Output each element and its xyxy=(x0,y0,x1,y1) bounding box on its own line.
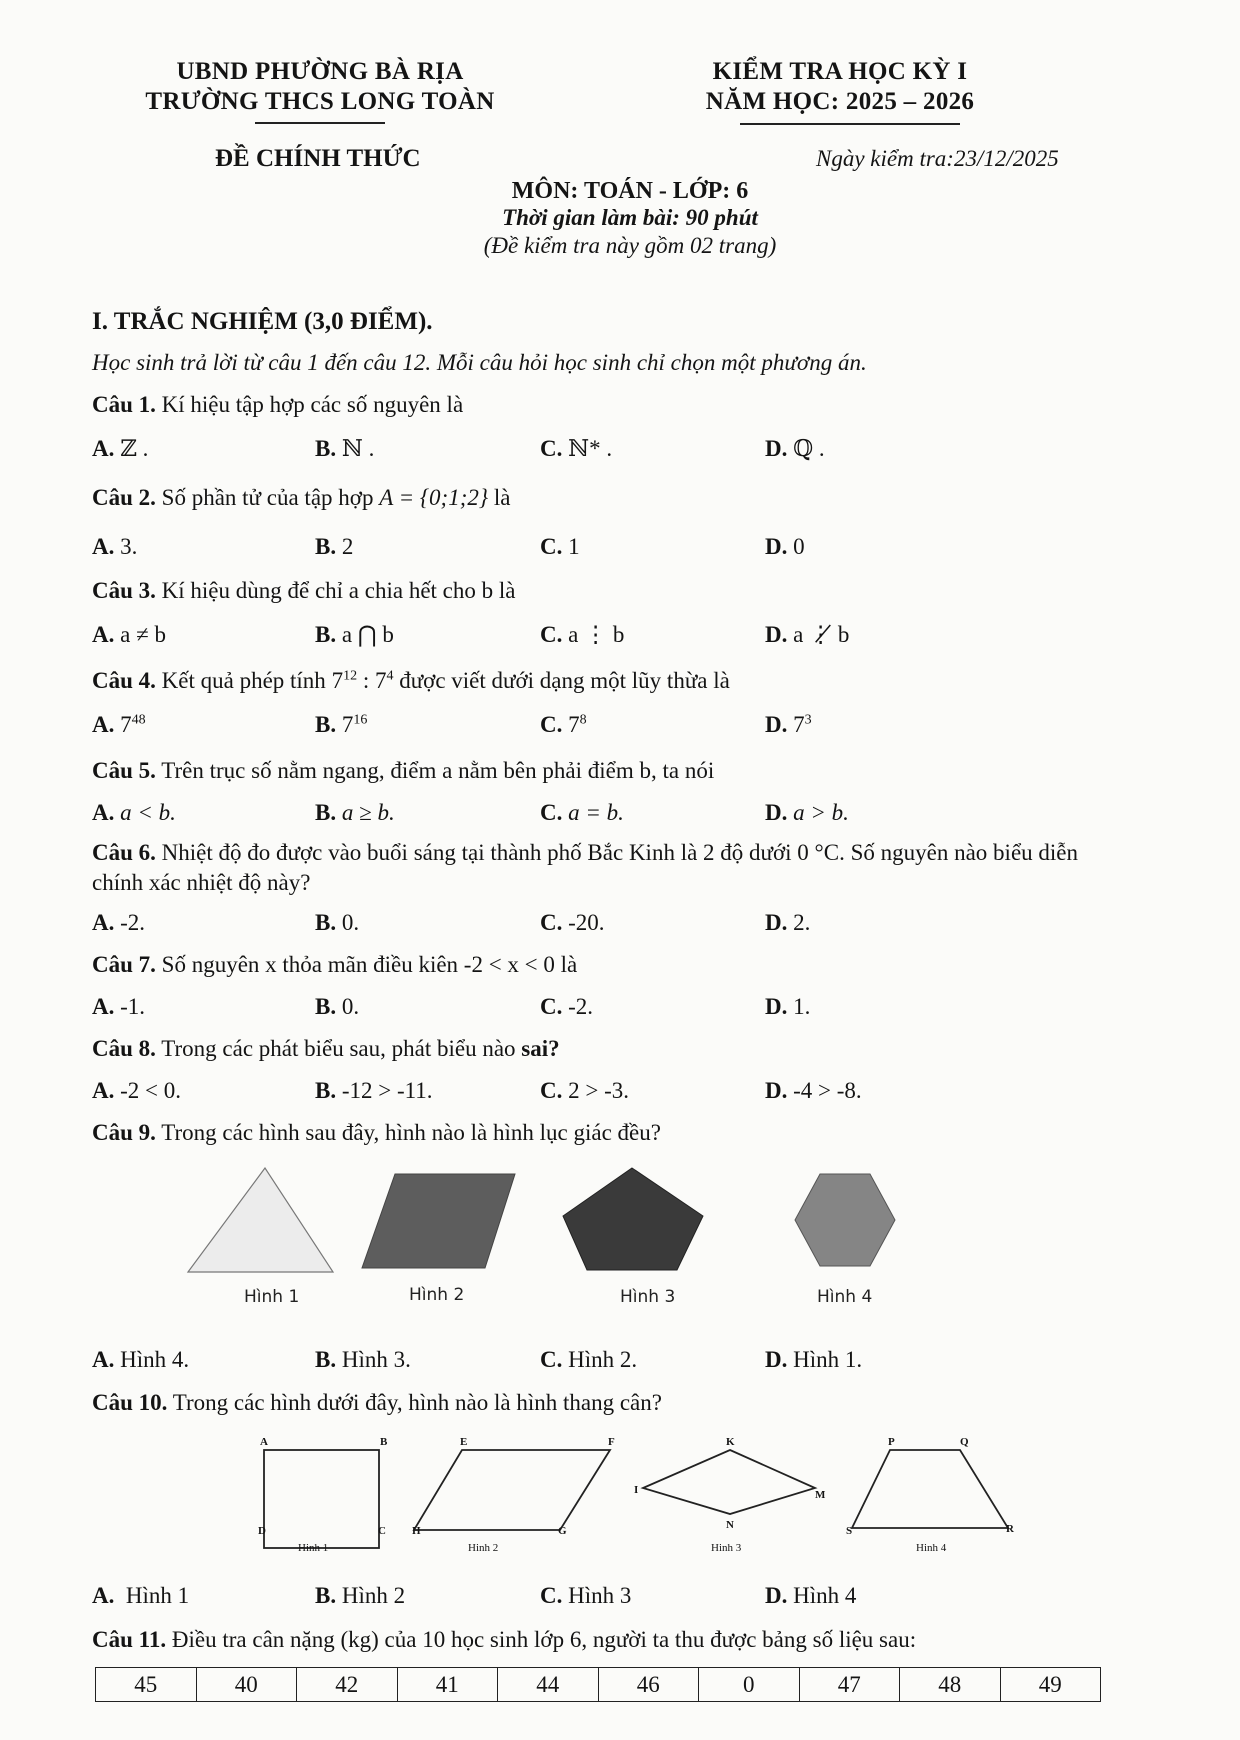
exam-date: Ngày kiểm tra:23/12/2025 xyxy=(816,146,1059,171)
table-cell: 49 xyxy=(1000,1668,1101,1702)
vertex-D: D xyxy=(258,1525,266,1537)
option-1b[interactable]: B. ℕ . xyxy=(315,436,375,461)
option-6c[interactable]: C. -20. xyxy=(540,910,605,935)
option-2c[interactable]: C. 1 xyxy=(540,534,580,559)
option-5c[interactable]: C. a = b. xyxy=(540,800,624,825)
school-year: NĂM HỌC: 2025 – 2026 xyxy=(705,88,975,115)
question-10: Câu 10. Trong các hình dưới đây, hình nào là hình thang cân? xyxy=(92,1390,662,1415)
option-6a[interactable]: A. -2. xyxy=(92,910,146,935)
vertex-C: C xyxy=(378,1525,386,1537)
option-10d[interactable]: D. Hình 4 xyxy=(765,1583,857,1608)
q9-caption-2: Hình 2 xyxy=(409,1285,465,1305)
option-6d[interactable]: D. 2. xyxy=(765,910,811,935)
question-6: Câu 6. Nhiệt độ đo được vào buổi sáng tại thành phố Bắc Kinh là 2 độ dưới 0 °C. Số nguyên nào biểu diễn xyxy=(92,840,1079,865)
option-10a[interactable]: A. Hình 1 xyxy=(92,1583,190,1608)
option-7a[interactable]: A. -1. xyxy=(92,994,146,1019)
section-instruction: Học sinh trả lời từ câu 1 đến câu 12. Mỗi câu hỏi học sinh chỉ chọn một phương án. xyxy=(92,350,867,375)
section-title: I. TRẮC NGHIỆM (3,0 ĐIỂM). xyxy=(92,308,433,335)
q10-caption-1: Hinh 1 xyxy=(298,1542,329,1554)
vertex-R: R xyxy=(1006,1523,1014,1535)
option-6b[interactable]: B. 0. xyxy=(315,910,360,935)
option-4c[interactable]: C. $7^8$ xyxy=(540,712,587,737)
options-1 xyxy=(0,436,1240,468)
option-2d[interactable]: D. 0 xyxy=(765,534,805,559)
table-cell: 0 xyxy=(699,1668,800,1702)
option-5d[interactable]: D. a > b. xyxy=(765,800,849,825)
question-11: Câu 11. Điều tra cân nặng (kg) của 10 học sinh lớp 6, người ta thu được bảng số liệu sau: xyxy=(92,1627,917,1652)
option-10c[interactable]: C. Hình 3 xyxy=(540,1583,632,1608)
vertex-B: B xyxy=(380,1436,388,1448)
vertex-Q: Q xyxy=(960,1436,969,1448)
options-8 xyxy=(0,1078,1240,1110)
option-3b[interactable]: B. a ⋂ b xyxy=(315,622,394,647)
left-header-rule xyxy=(255,122,385,124)
option-4b[interactable]: B. $7^{16}$ xyxy=(315,712,368,737)
question-5: Câu 5. Trên trục số nằm ngang, điểm a nằm bên phải điểm b, ta nói xyxy=(92,758,715,783)
vertex-N: N xyxy=(726,1519,734,1531)
option-2a[interactable]: A. 3. xyxy=(92,534,138,559)
options-10 xyxy=(0,1583,1240,1615)
q10-rectangle xyxy=(264,1450,379,1548)
options-9 xyxy=(0,1347,1240,1379)
q10-caption-3: Hinh 3 xyxy=(711,1542,742,1554)
options-2 xyxy=(0,534,1240,566)
school-district: UBND PHƯỜNG BÀ RỊA xyxy=(176,58,464,85)
option-9b[interactable]: B. Hình 3. xyxy=(315,1347,411,1372)
option-7b[interactable]: B. 0. xyxy=(315,994,360,1019)
q9-triangle xyxy=(188,1168,333,1272)
option-4a[interactable]: A. $7^{48}$ xyxy=(92,712,146,737)
options-6 xyxy=(0,910,1240,942)
q10-caption-4: Hinh 4 xyxy=(916,1542,947,1554)
option-9a[interactable]: A. Hình 4. xyxy=(92,1347,190,1372)
option-3a[interactable]: A. a ≠ b xyxy=(92,622,166,647)
options-4 xyxy=(0,712,1240,744)
option-1a[interactable]: A. ℤ . xyxy=(92,436,149,461)
q9-caption-3: Hình 3 xyxy=(620,1287,676,1307)
option-1c[interactable]: C. ℕ* . xyxy=(540,436,613,461)
q9-parallelogram xyxy=(362,1174,515,1268)
option-8b[interactable]: B. -12 > -11. xyxy=(315,1078,433,1103)
table-cell: 41 xyxy=(397,1668,498,1702)
question-8: Câu 8. Trong các phát biểu sau, phát biểu nào sai? xyxy=(92,1036,560,1061)
question-7: Câu 7. Số nguyên x thỏa mãn điều kiên -2 < x < 0 là xyxy=(92,952,578,977)
q10-trapezoid xyxy=(852,1450,1008,1528)
options-3 xyxy=(0,622,1240,654)
q10-caption-2: Hinh 2 xyxy=(468,1542,499,1554)
option-8d[interactable]: D. -4 > -8. xyxy=(765,1078,862,1103)
table-cell: 48 xyxy=(900,1668,1001,1702)
option-8a[interactable]: A. -2 < 0. xyxy=(92,1078,182,1103)
q9-pentagon xyxy=(563,1168,703,1270)
vertex-K: K xyxy=(726,1436,735,1448)
right-header-rule xyxy=(740,123,960,125)
q10-parallelogram xyxy=(414,1450,610,1530)
q9-caption-1: Hình 1 xyxy=(244,1287,300,1307)
table-row xyxy=(96,1668,1101,1702)
school-name: TRƯỜNG THCS LONG TOÀN xyxy=(145,88,495,115)
options-7 xyxy=(0,994,1240,1026)
option-10b[interactable]: B. Hình 2 xyxy=(315,1583,406,1608)
option-7c[interactable]: C. -2. xyxy=(540,994,594,1019)
option-5a[interactable]: A. a < b. xyxy=(92,800,176,825)
subject-line: MÔN: TOÁN - LỚP: 6 xyxy=(511,178,749,204)
vertex-A: A xyxy=(260,1436,268,1448)
vertex-F: F xyxy=(608,1436,615,1448)
weight-table xyxy=(95,1667,1101,1702)
table-cell: 42 xyxy=(297,1668,398,1702)
table-cell: 46 xyxy=(598,1668,699,1702)
q9-hexagon xyxy=(795,1174,895,1266)
official-label: ĐỀ CHÍNH THỨC xyxy=(215,145,421,172)
option-3d[interactable]: D. a ⋮̸ b xyxy=(765,622,850,647)
option-7d[interactable]: D. 1. xyxy=(765,994,811,1019)
options-5 xyxy=(0,800,1240,832)
table-cell: 44 xyxy=(498,1668,599,1702)
option-2b[interactable]: B. 2 xyxy=(315,534,354,559)
vertex-S: S xyxy=(846,1525,853,1537)
vertex-P: P xyxy=(888,1436,895,1448)
question-2: Câu 2. Số phần tử của tập hợp A = {0;1;2} là xyxy=(92,485,511,510)
option-5b[interactable]: B. a ≥ b. xyxy=(315,800,395,825)
table-cell: 47 xyxy=(799,1668,900,1702)
option-9c[interactable]: C. Hình 2. xyxy=(540,1347,638,1372)
question-4: Câu 4. Kết quả phép tính $7^{12}$ : $7^4$ được viết dưới dạng một lũy thừa là xyxy=(92,668,730,693)
pages-line: (Đề kiểm tra này gồm 02 trang) xyxy=(483,233,777,258)
option-3c[interactable]: C. a ⋮ b xyxy=(540,622,625,647)
option-8c[interactable]: C. 2 > -3. xyxy=(540,1078,630,1103)
option-9d[interactable]: D. Hình 1. xyxy=(765,1347,863,1372)
vertex-E: E xyxy=(460,1436,468,1448)
option-1d[interactable]: D. ℚ . xyxy=(765,436,825,461)
question-3: Câu 3. Kí hiệu dùng để chỉ a chia hết cho b là xyxy=(92,578,516,603)
question-9: Câu 9. Trong các hình sau đây, hình nào là hình lục giác đều? xyxy=(92,1120,661,1145)
question-1: Câu 1. Kí hiệu tập hợp các số nguyên là xyxy=(92,392,464,417)
table-cell: 45 xyxy=(96,1668,197,1702)
question-6-cont: chính xác nhiệt độ này? xyxy=(92,870,311,895)
q10-figures xyxy=(0,1430,1240,1560)
exam-title: KIỂM TRA HỌC KỲ I xyxy=(712,58,968,85)
time-line: Thời gian làm bài: 90 phút xyxy=(502,205,758,230)
q10-rhombus xyxy=(643,1450,815,1514)
q9-caption-4: Hình 4 xyxy=(817,1287,873,1307)
vertex-G: G xyxy=(558,1525,567,1537)
vertex-I: I xyxy=(634,1484,639,1496)
vertex-M: M xyxy=(815,1489,826,1501)
table-cell: 40 xyxy=(196,1668,297,1702)
vertex-H: H xyxy=(412,1525,421,1537)
option-4d[interactable]: D. $7^3$ xyxy=(765,712,812,737)
